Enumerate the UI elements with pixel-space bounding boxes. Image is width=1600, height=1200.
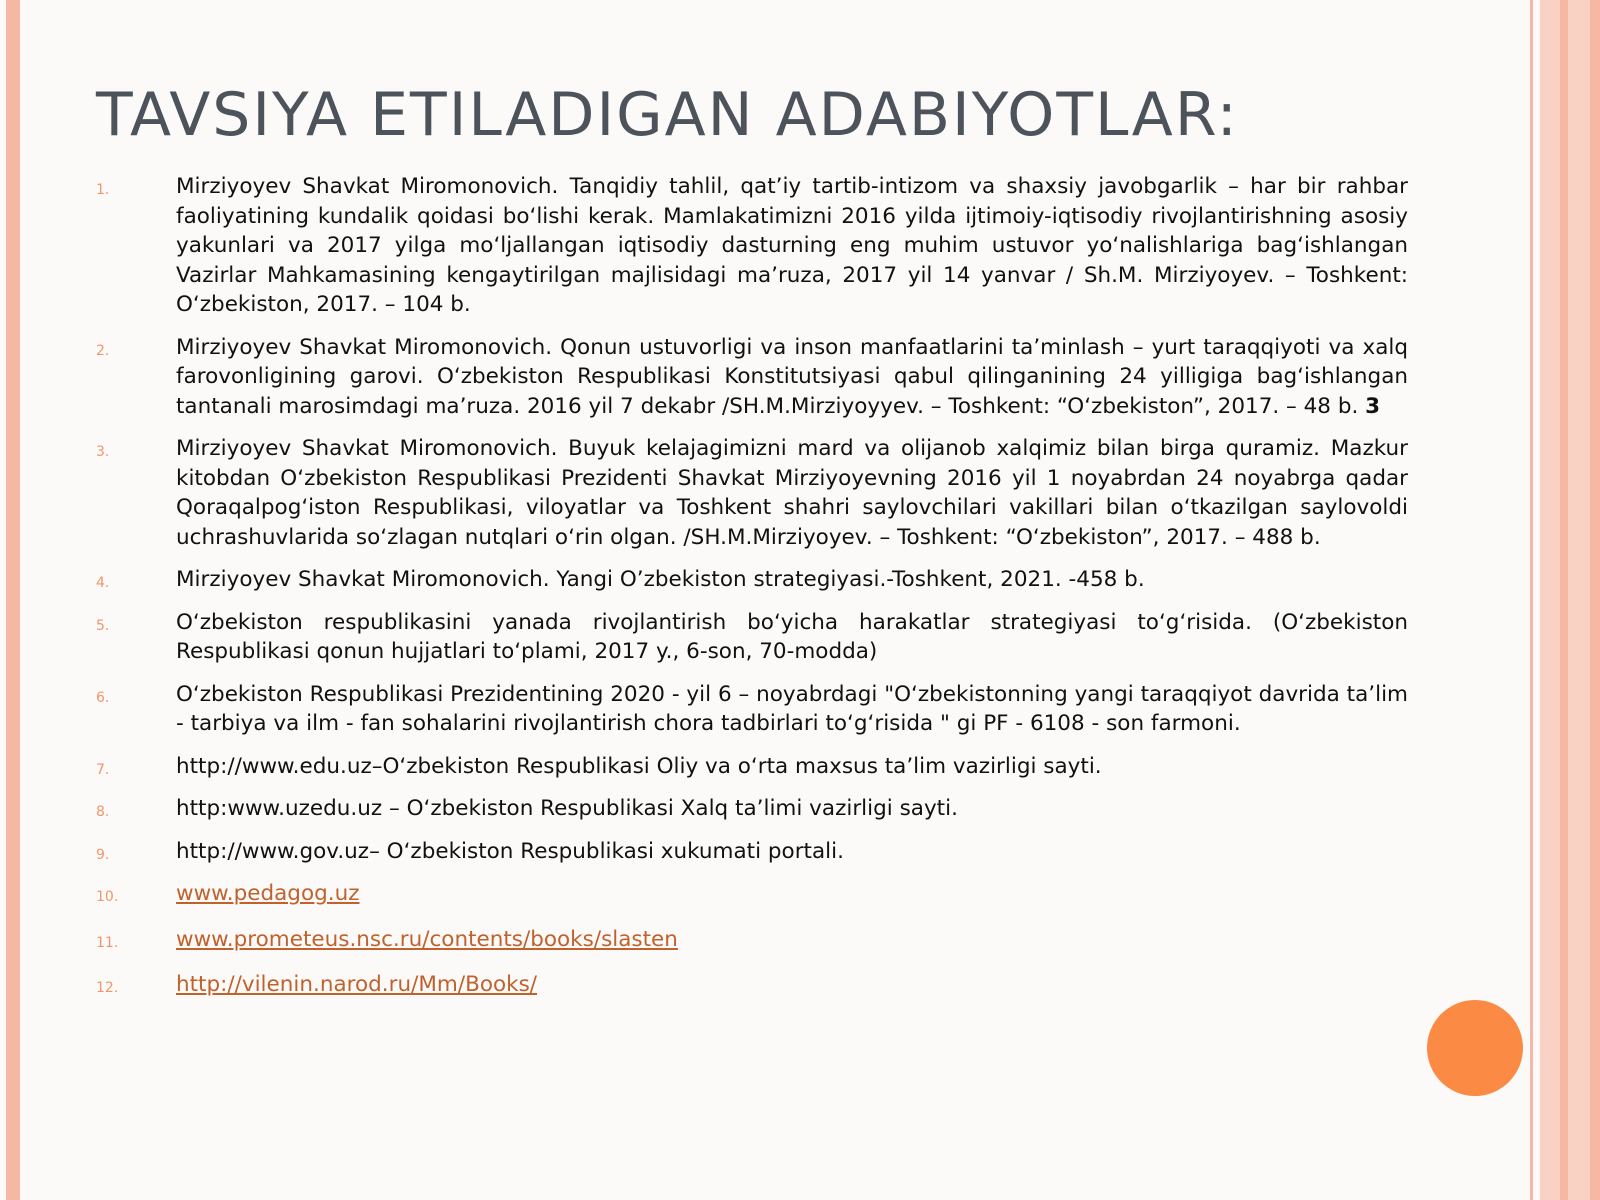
reference-item-2 bbox=[0, 333, 1600, 422]
reference-number: 6. bbox=[96, 689, 110, 706]
reference-item-6 bbox=[0, 680, 1600, 739]
reference-item-12 bbox=[0, 970, 1600, 1000]
reference-text: Mirziyoyev Shavkat Miromonovich. Yangi O’zbekiston strategiyasi.-Toshkent, 2021. -458 b. bbox=[176, 567, 1145, 592]
reference-item-3 bbox=[0, 434, 1600, 552]
reference-number: 7. bbox=[96, 761, 110, 778]
reference-item-8 bbox=[0, 794, 1600, 824]
slide-title: TAVSIYA ETILADIGAN ADABIYOTLAR: bbox=[96, 80, 1239, 150]
reference-number: 2. bbox=[96, 342, 110, 359]
reference-text: O‘zbekiston respublikasini yanada rivojlantirish bo‘yicha harakatlar strategiyasi to‘g‘risida. (O‘zbekiston Respublikasi qonun hujjatlari to‘plami, 2017 y., 6-son, 70-modda) bbox=[176, 609, 1408, 664]
reference-text: O‘zbekiston Respublikasi Prezidentining 2020 - yil 6 – noyabrdagi "O‘zbekistonning yangi taraqqiyot davrida ta’lim - tarbiya va ilm - fan sohalarini rivojlantirish chora tadbirlari to‘g‘risida " gi PF - 6108 - son farmoni. bbox=[176, 681, 1408, 736]
reference-item-10 bbox=[0, 879, 1600, 909]
reference-number: 10. bbox=[96, 889, 119, 905]
reference-link-prometeus[interactable]: www.prometeus.nsc.ru/contents/books/slasten bbox=[176, 926, 678, 952]
reference-number: 11. bbox=[96, 934, 119, 951]
reference-link-pedagog[interactable]: www.pedagog.uz bbox=[176, 881, 360, 906]
reference-text: http:www.uzedu.uz – O‘zbekiston Respublikasi Xalq ta’limi vazirligi sayti. bbox=[176, 796, 958, 821]
reference-text-container bbox=[176, 879, 1408, 909]
reference-text: Mirziyoyev Shavkat Miromonovich. Buyuk kelajagimizni mard va olijanob xalqimiz bilan birga quramiz. Mazkur kitobdan O‘zbekiston Respublikasi Prezidenti Shavkat Mirziyoyevning 2016 yil 1 noyabrdan 24 noyabrga qadar Qoraqalpog‘iston Respublikasi, viloyatlar va Toshkent shahri saylovchilari vakillari bilan o‘tkazilgan saylovoldi uchrashuvlarida so‘zlagan nutqlari o‘rin olgan. /SH.M.Mirziyoyev. – Toshkent: “O‘zbekiston”, 2017. – 488 b. bbox=[176, 436, 1408, 550]
reference-list bbox=[0, 172, 1600, 1016]
reference-number: 8. bbox=[96, 804, 110, 820]
reference-text: Mirziyoyev Shavkat Miromonovich. Tanqidiy tahlil, qat’iy tartib-intizom va shaxsiy javobgarlik – har bir rahbar faoliyatining kundalik qoidasi bo‘lishi kerak. Mamlakatimizni 2016 yilda ijtimoiy-iqtisodiy rivojlantirishning asosiy yakunlari va 2017 yilga mo‘ljallangan iqtisodiy dasturning eng muhim ustuvor yo‘nalishlariga bag‘ishlangan Vazirlar Mahkamasining kengaytirilgan majlisidagi ma’ruza, 2017 yil 14 yanvar / Sh.M. Mirziyoyev. – Toshkent: O‘zbekiston, 2017. – 104 b. bbox=[176, 174, 1408, 317]
reference-text: http://www.edu.uz–O‘zbekiston Respublikasi Oliy va o‘rta maxsus ta’lim vazirligi sayti. bbox=[176, 753, 1102, 779]
reference-suffix: 3 bbox=[1365, 393, 1381, 419]
reference-number: 1. bbox=[96, 182, 110, 198]
reference-item-11 bbox=[0, 925, 1600, 955]
reference-text-container bbox=[176, 333, 1408, 422]
reference-text: http://www.gov.uz– O‘zbekiston Respublikasi xukumati portali. bbox=[176, 838, 844, 864]
reference-item-7 bbox=[0, 752, 1600, 782]
reference-item-5 bbox=[0, 608, 1600, 667]
reference-text-container bbox=[176, 925, 1408, 955]
reference-item-4 bbox=[0, 565, 1600, 595]
reference-number: 3. bbox=[96, 444, 110, 460]
reference-number: 4. bbox=[96, 575, 110, 591]
reference-number: 9. bbox=[96, 846, 110, 863]
reference-item-1 bbox=[0, 172, 1600, 320]
reference-number: 12. bbox=[96, 980, 119, 996]
reference-text-container bbox=[176, 970, 1408, 1000]
reference-number: 5. bbox=[96, 617, 110, 634]
reference-link-vilenin[interactable]: http://vilenin.narod.ru/Mm/Books/ bbox=[176, 972, 538, 997]
reference-text: Mirziyoyev Shavkat Miromonovich. Qonun ustuvorligi va inson manfaatlarini ta’minlash – yurt taraqqiyoti va xalq farovonligining garovi. O‘zbekiston Respublikasi Konstitutsiyasi qabul qilinganining 24 yilligiga bag‘ishlangan tantanali marosimdagi ma’ruza. 2016 yil 7 dekabr /SH.M.Mirziyoyyev. – Toshkent: “O‘zbekiston”, 2017. – 48 b. bbox=[176, 334, 1408, 419]
reference-item-9 bbox=[0, 837, 1600, 867]
